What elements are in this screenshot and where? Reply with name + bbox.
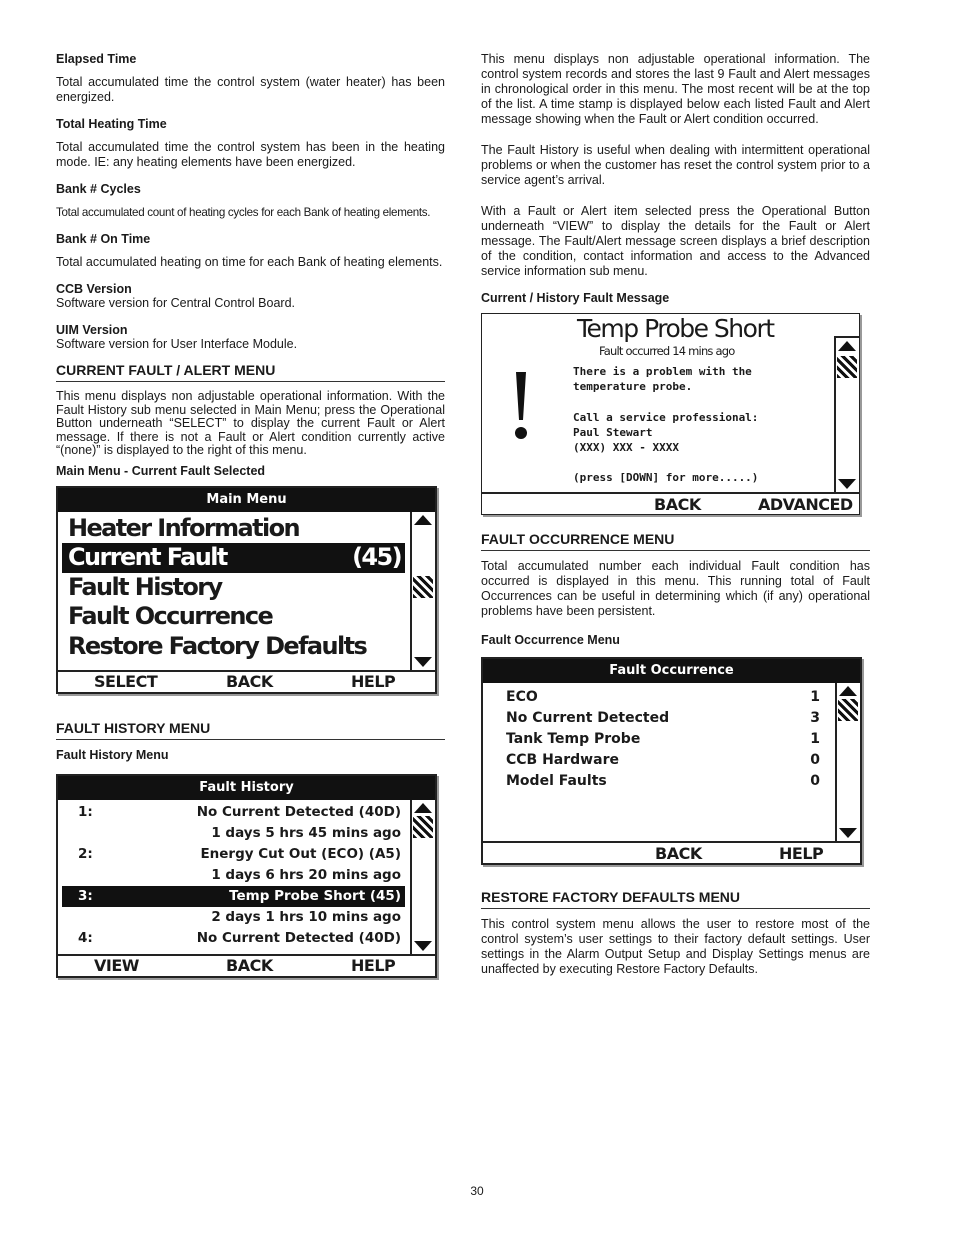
menu-item-fault-history[interactable]: Fault History [68,572,222,601]
menu-item-fault-occurrence[interactable]: Fault Occurrence [68,602,273,630]
menu-item-restore-factory-defaults[interactable]: Restore Factory Defaults [68,631,367,660]
menu-item-current-fault[interactable] [62,543,405,573]
scroll-down-arrow-icon[interactable] [413,655,433,669]
occurrence-name: CCB Hardware [506,752,619,768]
section-title-restore-defaults: RESTORE FACTORY DEFAULTS MENU [481,889,870,909]
row-number [78,823,138,844]
row-value: No Current Detected (40D) [196,803,401,820]
scroll-down-arrow-icon[interactable] [413,939,433,953]
row-number: 1: [78,803,93,820]
fault-message-screen [481,313,860,515]
exclamation-icon [513,372,529,440]
section-title-fault-occurrence: FAULT OCCURRENCE MENU [481,531,870,551]
definition-title: UIM Version [56,323,128,337]
scroll-up-arrow-icon[interactable] [837,339,857,353]
row-number: 4: [78,929,93,946]
message-line: (XXX) XXX - XXXX [573,441,679,455]
definition-ccb-version [56,282,445,311]
definition-title: CCB Version [56,282,132,296]
select-button[interactable]: SELECT [94,672,158,691]
scroll-thumb[interactable] [413,576,433,598]
definition-text: Total accumulated count of heating cycles for each Bank of heating elements. [56,206,431,219]
occurrence-row[interactable] [483,687,830,708]
definition-title: Bank # On Time [56,232,151,246]
row-number: 3: [78,887,93,904]
message-spacer [573,395,758,410]
definition-uim-version [56,323,445,352]
fault-history-timestamp [58,865,405,886]
occurrence-row[interactable] [483,708,830,729]
fault-history-usefulness: The Fault History is useful when dealing with intermittent operational problems or when the customer has reset the control system prior to a service agent’s arrival. [481,143,870,187]
advanced-button[interactable]: ADVANCED [758,494,853,514]
definition-total-heating-time [56,117,445,170]
fault-history-row[interactable] [58,844,405,865]
definition-bank-cycles [56,182,445,220]
scroll-thumb[interactable] [838,699,858,721]
definition-title: Bank # Cycles [56,182,141,196]
message-line: There is a problem with the [573,365,752,378]
fault-occurrence-screen [481,657,862,865]
scroll-thumb[interactable] [837,356,857,378]
scroll-up-arrow-icon[interactable] [413,513,433,527]
row-value: 2 days 1 hrs 10 mins ago [211,908,401,925]
definition-text: Total accumulated time the control system (water heater) has been energized. [56,75,445,104]
definition-title: Total Heating Time [56,117,167,131]
scrollbar[interactable] [834,336,859,492]
fault-history-row[interactable] [58,802,405,823]
page-number: 30 [470,1184,484,1198]
scroll-down-arrow-icon[interactable] [838,826,858,840]
row-value: Temp Probe Short (45) [229,887,401,904]
fault-history-description: This menu displays non adjustable operational information. The control system records and stores the last 9 Fault and Alert messages in chronological order in this menu. The most recent will be at the top of the list. A time stamp is displayed below each listed Fault and Alert message showing when the Fault or Alert condition occurred. [481,52,870,126]
section-title-current-fault: CURRENT FAULT / ALERT MENU [56,362,445,382]
screen-footer [58,672,435,692]
occurrence-count: 3 [810,710,820,726]
left-column [56,52,445,978]
definition-text: Software version for Central Control Board. [56,296,295,310]
row-value: No Current Detected (40D) [196,929,401,946]
message-line: (press [DOWN] for more.....) [573,471,759,485]
help-button[interactable]: HELP [351,672,396,691]
help-button[interactable]: HELP [779,843,824,863]
screen-footer [482,494,859,514]
fault-history-row[interactable] [58,928,405,949]
fault-message-subtitle: Fault occurred 14 mins ago [599,344,735,358]
main-menu-screen [56,486,437,694]
definition-text: Software version for User Interface Module. [56,337,298,351]
scroll-up-arrow-icon[interactable] [413,801,433,815]
back-button[interactable]: BACK [654,494,701,514]
occurrence-count: 1 [810,731,820,747]
menu-item-label: Current Fault [68,543,227,571]
fault-history-caption: Fault History Menu [56,747,169,762]
occurrence-name: ECO [506,689,538,705]
occurrence-row[interactable] [483,771,830,792]
fault-occurrence-text: Total accumulated number each individual Fault condition has occurred is displayed in this menu. This running total of Fault Occurrences can be useful in determining which (if any) operational problems have been persistent. [481,559,870,618]
row-value: 1 days 5 hrs 45 mins ago [211,824,401,841]
occurrence-name: Tank Temp Probe [506,731,641,747]
back-button[interactable]: BACK [226,956,273,975]
fault-message-caption: Current / History Fault Message [481,291,670,305]
screen-title: Fault Occurrence [483,659,860,683]
occurrence-name: Model Faults [506,773,607,789]
definition-bank-on-time [56,232,445,270]
main-menu-caption: Main Menu - Current Fault Selected [56,463,266,478]
occurrence-count: 0 [810,773,820,789]
definition-title: Elapsed Time [56,52,137,66]
definition-elapsed-time [56,52,445,105]
section-title-fault-history: FAULT HISTORY MENU [56,720,445,740]
fault-history-row-selected[interactable] [62,886,405,907]
occurrence-row[interactable] [483,750,830,771]
view-button[interactable]: VIEW [94,956,139,975]
fault-history-screen [56,774,437,978]
fault-message-details [573,364,758,486]
fault-view-instructions: With a Fault or Alert item selected press the Operational Button underneath “VIEW” to display the details for the Fault or Alert message. The Fault/Alert message screen displays a brief description of the condition, contact information and access to the Advanced service information sub menu. [481,204,870,278]
fault-occurrence-caption: Fault Occurrence Menu [481,633,620,647]
definition-text: Total accumulated heating on time for each Bank of heating elements. [56,255,443,269]
scroll-up-arrow-icon[interactable] [838,684,858,698]
scrollbar[interactable] [410,800,435,954]
menu-item-value: (45) [352,543,401,571]
fault-message-body [482,314,859,494]
fault-history-timestamp [58,907,405,928]
screen-footer [58,956,435,976]
fault-occurrence-list [483,683,860,843]
definition-text: Total accumulated time the control system has been in the heating mode. IE: any heating elements have been energized. [56,140,445,169]
scrollbar[interactable] [410,512,435,670]
menu-item-heater-information[interactable]: Heater Information [68,513,299,542]
fault-history-list [58,800,435,956]
help-button[interactable]: HELP [351,956,396,975]
screen-title: Main Menu [58,488,435,512]
restore-defaults-text: This control system menu allows the user to restore most of the control system’s user settings to their factory default settings. User settings in the Alarm Output Setup and Display Settings menus are unaffected by executing Restore Factory Defaults. [481,917,870,976]
screen-footer [483,843,860,863]
occurrence-count: 1 [810,689,820,705]
occurrence-row[interactable] [483,729,830,750]
fault-history-timestamp [58,823,405,844]
message-line: temperature probe. [573,380,693,394]
back-button[interactable]: BACK [226,672,273,691]
row-value: 1 days 6 hrs 20 mins ago [211,866,401,883]
row-number: 2: [78,845,93,862]
current-fault-text: This menu displays non adjustable operational information. With the Fault History sub menu selected in Main Menu; press the Operational Button underneath “SELECT” to display the current Fault or Alert message. If there is not a Fault or Alert condition currently active “(none)” is displayed to the right of this menu. [56,389,445,457]
row-number [78,865,138,886]
screen-title: Fault History [58,776,435,800]
occurrence-count: 0 [810,752,820,768]
message-line: Call a service professional: [573,410,759,424]
message-spacer [573,455,758,470]
row-value: Energy Cut Out (ECO) (A5) [200,845,401,862]
occurrence-name: No Current Detected [506,710,670,726]
main-menu-list [58,512,435,672]
scroll-thumb[interactable] [413,816,433,838]
fault-message-title: Temp Probe Short [577,314,774,343]
message-line: Paul Stewart [573,425,653,439]
right-column [481,52,870,989]
row-number [78,907,138,928]
scroll-down-arrow-icon[interactable] [837,477,857,491]
scrollbar[interactable] [835,683,860,841]
back-button[interactable]: BACK [655,843,702,863]
